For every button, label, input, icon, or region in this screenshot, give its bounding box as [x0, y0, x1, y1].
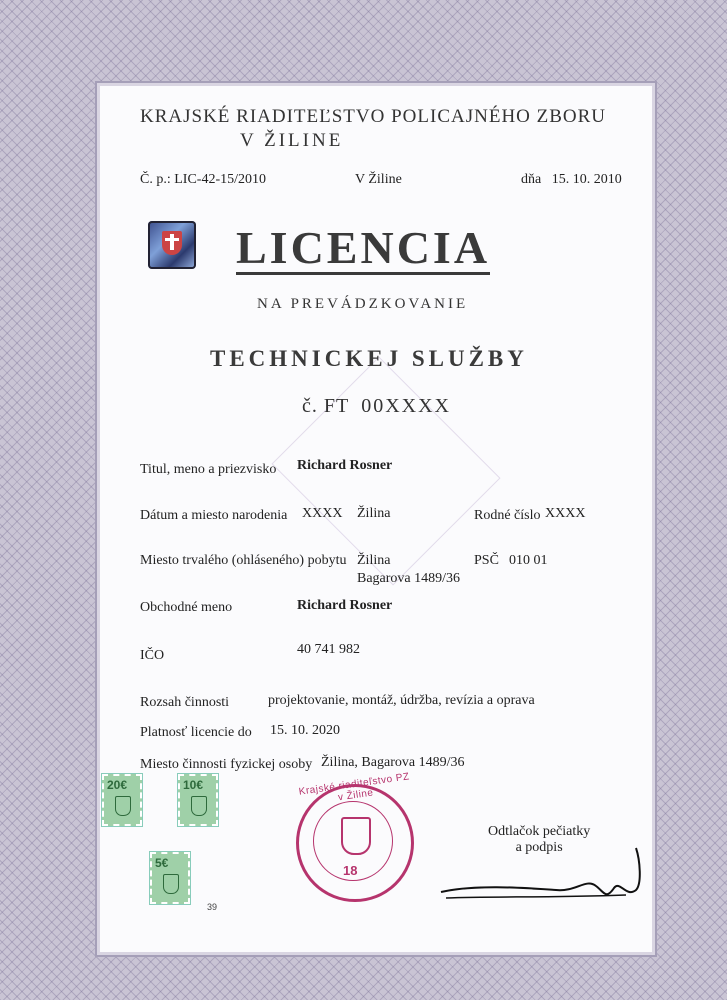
- date-value: 15. 10. 2010: [551, 172, 622, 187]
- seal-number: 18: [343, 863, 358, 878]
- birth-date: XXXX: [302, 506, 343, 521]
- reference-value: LIC-42-15/2010: [174, 172, 266, 187]
- name-label: Titul, meno a priezvisko: [140, 462, 277, 477]
- rc-value: XXXX: [545, 506, 586, 521]
- revenue-stamp-5: 5€: [150, 852, 190, 904]
- residence-city: Žilina: [357, 553, 391, 568]
- psc-value: 010 01: [509, 553, 548, 568]
- issue-place: V Žiline: [355, 172, 402, 187]
- name-value: Richard Rosner: [297, 458, 393, 473]
- signature-caption-line1: Odtlačok pečiatky: [488, 824, 591, 839]
- issue-date: [521, 172, 622, 188]
- coat-of-arms-icon: [341, 817, 371, 855]
- scope-value: projektovanie, montáž, údržba, revízia a oprava: [268, 693, 535, 708]
- revenue-stamp-10: 10€: [178, 774, 218, 826]
- license-prefix: č. FT: [302, 395, 350, 417]
- signature-icon: [436, 840, 656, 910]
- license-number: [302, 395, 451, 418]
- issuer-heading: KRAJSKÉ RIADITEĽSTVO POLICAJNÉHO ZBORU: [140, 106, 607, 127]
- subtitle-line2: TECHNICKEJ SLUŽBY: [210, 346, 528, 371]
- reference-label: Č. p.:: [140, 172, 171, 187]
- rc-label: Rodné číslo: [474, 508, 541, 523]
- activity-label: Miesto činnosti fyzickej osoby: [140, 757, 313, 772]
- seal-text: Krajské riaditeľstvo PZ v Žiline: [298, 771, 411, 804]
- hologram-icon: [148, 221, 196, 269]
- psc-label: PSČ: [474, 553, 499, 568]
- ico-value: 40 741 982: [297, 642, 360, 657]
- activity-value: Žilina, Bagarova 1489/36: [321, 755, 465, 770]
- validity-label: Platnosť licencie do: [140, 725, 252, 740]
- residence-street: Bagarova 1489/36: [357, 571, 461, 586]
- stamp-tiny-text: 39: [207, 902, 218, 912]
- revenue-stamp-20: 20€: [102, 774, 142, 826]
- birth-label: Dátum a miesto narodenia: [140, 508, 288, 523]
- signature-caption-line2: a podpis: [515, 840, 563, 855]
- ico-label: IČO: [140, 648, 165, 663]
- official-seal: [296, 771, 414, 902]
- date-label: dňa: [521, 172, 542, 187]
- validity-value: 15. 10. 2020: [270, 723, 340, 738]
- reference-number: [140, 172, 266, 188]
- document-title: LICENCIA: [236, 222, 491, 273]
- issuer-city: V ŽILINE: [240, 130, 344, 151]
- license-value: 00XXXX: [361, 395, 451, 417]
- business-value: Richard Rosner: [297, 598, 393, 613]
- scope-label: Rozsah činnosti: [140, 695, 230, 710]
- birth-place: Žilina: [357, 506, 391, 521]
- subtitle-line1: NA PREVÁDZKOVANIE: [257, 296, 469, 312]
- residence-label: Miesto trvalého (ohláseného) pobytu: [140, 553, 347, 568]
- business-label: Obchodné meno: [140, 600, 233, 615]
